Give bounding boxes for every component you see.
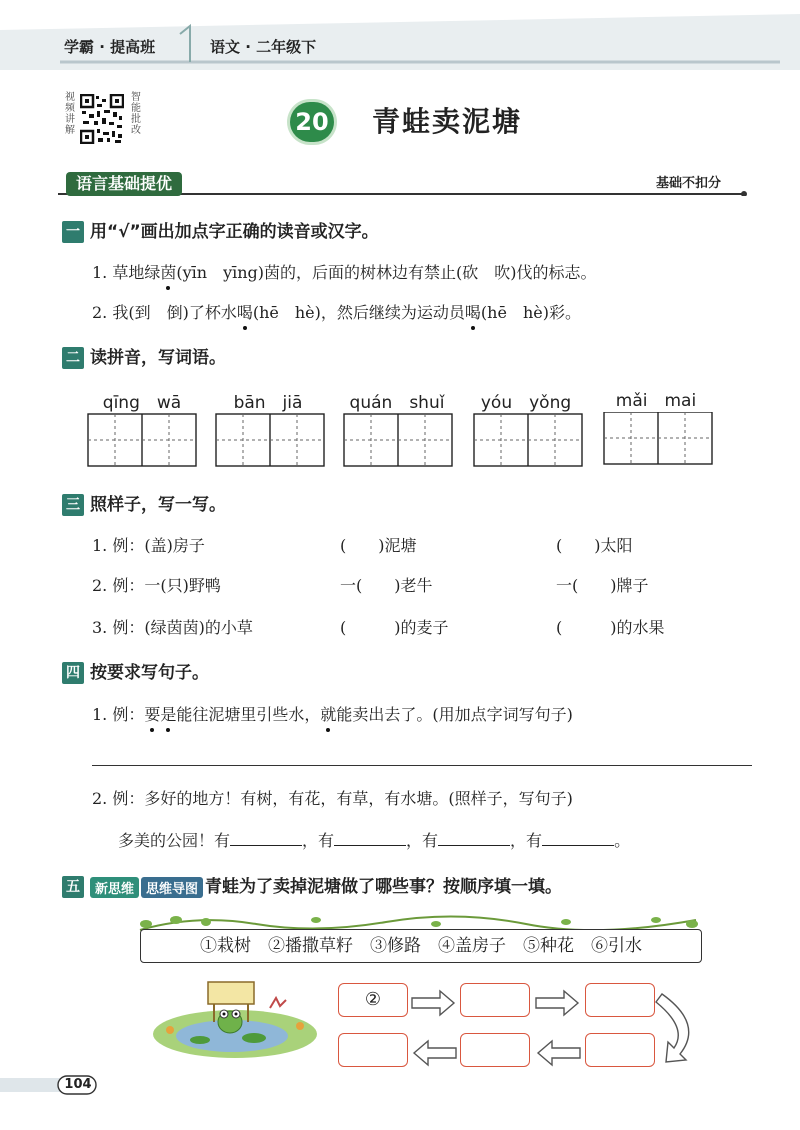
- q3-blank[interactable]: ( )的水果: [556, 618, 665, 637]
- arrow-right-icon: [536, 991, 578, 1015]
- q4-number: 四: [62, 662, 84, 684]
- mind-map-badge: 思维导图: [141, 877, 203, 898]
- q3-blank[interactable]: ( )太阳: [556, 536, 633, 555]
- dotted-char: 就: [320, 705, 337, 724]
- dotted-char: 喝: [464, 303, 481, 322]
- word-block: [88, 388, 196, 413]
- tianzige-grids: [86, 412, 716, 470]
- q5-prompt: 青蛙为了卖掉泥塘做了哪些事？按顺序填一填。: [205, 877, 563, 897]
- book-subject: 语文 · 二年级下: [210, 38, 317, 56]
- text-choice[interactable]: 2. 我(到 倒)了杯水: [92, 303, 237, 322]
- arrow-left-icon: [538, 1041, 580, 1065]
- pinyin: yǒng: [529, 393, 572, 413]
- text: 1. 草地绿: [92, 263, 161, 282]
- q3-blank[interactable]: 一( )牌子: [556, 576, 649, 595]
- curved-arrow-icon: [656, 994, 689, 1062]
- page-number: 104: [64, 1077, 92, 1092]
- pinyin: bān: [233, 393, 266, 413]
- pinyin: wā: [156, 393, 182, 413]
- fill-blank[interactable]: [542, 831, 614, 846]
- options-box: ①栽树 ②播撒草籽 ③修路 ④盖房子 ⑤种花 ⑥引水: [140, 929, 702, 963]
- q4-heading: [62, 658, 209, 684]
- q3-heading: [62, 490, 226, 516]
- fill-blank[interactable]: [334, 831, 406, 846]
- pinyin: mǎi: [615, 391, 648, 411]
- q3-example1: 1. 例：(盖)房子: [92, 536, 205, 555]
- q3-example3: 3. 例：(绿茵茵)的小草: [92, 618, 253, 637]
- pinyin-choice[interactable]: (yīn yīng): [176, 263, 265, 282]
- q3-blank[interactable]: ( )泥塘: [340, 536, 417, 555]
- text: ，有: [406, 831, 439, 850]
- q4-sentence2: 2. 例：多好的地方！有树，有花，有草，有水塘。(照样子，写句子): [92, 789, 573, 808]
- arrow-left-icon: [414, 1041, 456, 1065]
- q3-blank[interactable]: ( )的麦子: [340, 618, 449, 637]
- flow-arrows: [404, 984, 714, 1074]
- lesson-title: 青蛙卖泥塘: [372, 105, 523, 138]
- section-note: 基础不扣分: [656, 176, 722, 191]
- pinyin-choice[interactable]: (hē hè)彩。: [480, 303, 581, 322]
- q2-heading: [62, 343, 226, 369]
- q2-number: 二: [62, 347, 84, 369]
- text: 能往泥塘里引些水，: [176, 705, 321, 724]
- q1-number: 一: [62, 221, 84, 243]
- pinyin: qīng: [102, 393, 140, 413]
- text-choice[interactable]: 的，后面的树林边有禁止(砍 吹)伐的标志。: [280, 263, 597, 282]
- arrow-right-icon: [412, 991, 454, 1015]
- q3-blank[interactable]: 一( )老牛: [340, 576, 433, 595]
- flow-box-6[interactable]: [338, 1033, 408, 1067]
- word-block: [602, 386, 710, 411]
- q1-prompt: 用“√”画出加点字正确的读音或汉字。: [90, 222, 379, 242]
- q1-line2: [92, 300, 581, 323]
- dotted-char: 喝: [236, 303, 253, 322]
- frog-pond-illustration: [150, 978, 320, 1060]
- q5-heading: [62, 872, 562, 898]
- text: ，有: [302, 831, 335, 850]
- lesson-number: 20: [290, 102, 334, 142]
- qr-code-icon[interactable]: [80, 94, 124, 144]
- pinyin: yóu: [480, 393, 513, 413]
- word-block: [214, 388, 322, 413]
- text: ，有: [510, 831, 543, 850]
- text: 茵: [264, 263, 281, 282]
- q2-prompt: 读拼音，写词语。: [90, 348, 226, 368]
- dotted-char: 茵: [160, 263, 177, 282]
- pinyin: quán: [349, 393, 393, 413]
- text: 能卖出去了。(用加点字词写句子): [336, 705, 573, 724]
- q3-number: 三: [62, 494, 84, 516]
- pinyin: jiā: [282, 393, 303, 413]
- q1-heading: [62, 217, 379, 243]
- q1-line1: [92, 260, 597, 283]
- dotted-char: 要: [144, 705, 161, 724]
- answer-line[interactable]: [92, 765, 752, 766]
- text: 。: [614, 831, 631, 850]
- pinyin: shuǐ: [409, 393, 445, 413]
- section-title: 语言基础提优: [66, 172, 182, 196]
- text: 1. 例：: [92, 705, 145, 724]
- word-block: [343, 388, 451, 413]
- q4-prompt: 按要求写句子。: [90, 663, 209, 683]
- new-thinking-badge: 新思维: [90, 877, 139, 898]
- q4-sentence1: [92, 702, 573, 725]
- fill-blank[interactable]: [438, 831, 510, 846]
- word-block: [472, 388, 580, 413]
- dotted-char: 是: [160, 705, 177, 724]
- q3-prompt: 照样子，写一写。: [90, 495, 226, 515]
- text: 多美的公园！有: [118, 831, 231, 850]
- q5-number: 五: [62, 876, 84, 898]
- q4-fill-line: [118, 828, 630, 851]
- flow-box-1[interactable]: ②: [338, 983, 408, 1017]
- pinyin-choice[interactable]: (hē hè)，然后继续为运动员: [252, 303, 465, 322]
- pinyin: mai: [664, 391, 697, 411]
- header-band: [0, 0, 800, 70]
- q3-example2: 2. 例：一(只)野鸭: [92, 576, 221, 595]
- qr-left-label: 视频讲解: [65, 92, 75, 136]
- qr-right-label: 智能批改: [131, 92, 141, 136]
- book-brand: 学霸 · 提高班: [64, 38, 156, 56]
- fill-blank[interactable]: [230, 831, 302, 846]
